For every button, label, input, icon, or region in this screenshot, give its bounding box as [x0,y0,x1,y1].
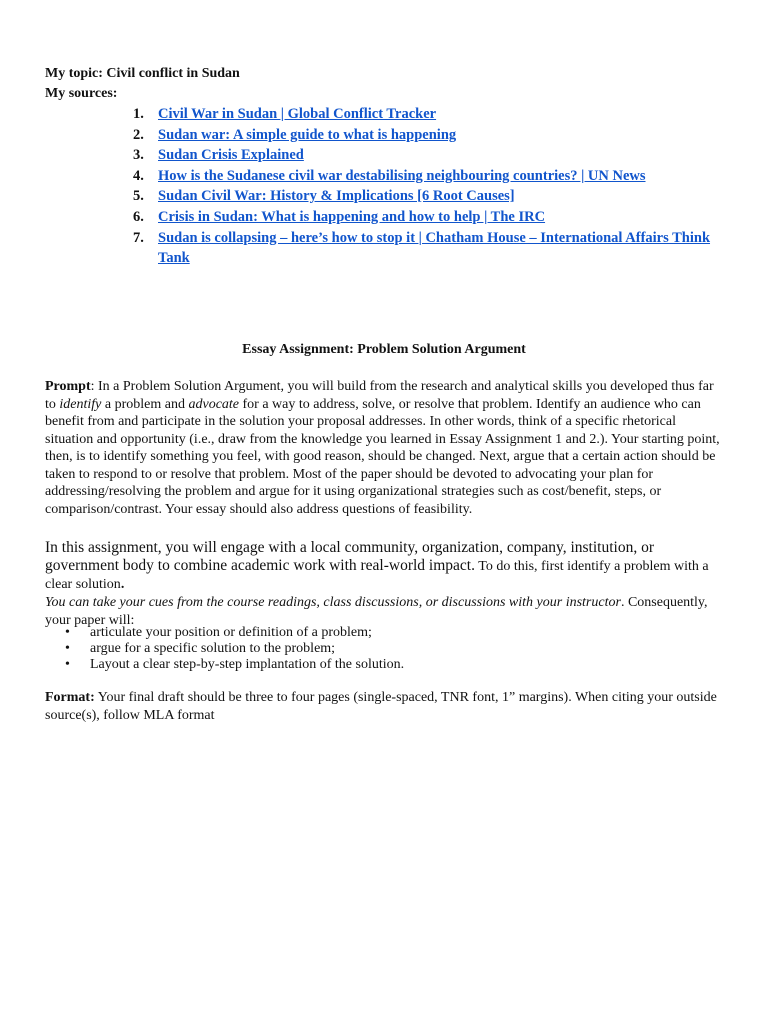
bullet-icon: • [65,657,70,672]
assignment-heading: Essay Assignment: Problem Solution Argument [242,342,526,357]
format-paragraph [45,689,723,724]
bullet-text: Layout a clear step-by-step implantation of the solution. [90,657,405,672]
list-item [45,625,723,641]
source-item [45,228,725,269]
source-link[interactable]: Sudan Crisis Explained [158,147,304,164]
source-item [45,186,725,207]
source-item [45,104,725,125]
engagement-text: In this assignment, you will engage with a local community, organization, company, institution, or government body to combine academic work with real-world impact. [45,539,654,574]
engagement-paragraph [45,539,723,629]
prompt-paragraph [45,378,723,518]
source-link[interactable]: Sudan is collapsing – here’s how to stop it | Chatham House – International Affairs Think Tank [158,229,711,267]
prompt-italic-advocate: advocate [188,396,240,412]
source-number: 6. [133,208,144,225]
prompt-italic-identify: identify [59,396,102,412]
cues-text: . Consequently, your paper will: [45,595,708,628]
list-item [45,657,723,673]
source-link[interactable]: Civil War in Sudan | Global Conflict Tracker [158,106,437,122]
source-link[interactable]: Sudan Civil War: History & Implications [6 Root Causes] [158,188,515,205]
prompt-text-3: for a way to address, solve, or resolve that problem. Identify an audience who can benefit from and participate in the solution your proposal addresses. In other words, think of a specific rhetorical situation and opportunity (i.e., draw from the knowledge you learned in Essay Assignment 1 and 2.). Your starting point, then, is to identify something you feel, with good reason, should be changed. Next, argue that a certain action should be taken to respond to or resolve that problem. Most of the paper should be devoted to advocating your plan for addressing/resolving the problem and argue for it using organizational strategies such as cost/benefit, steps, or comparison/contrast. Your essay should also address questions of feasibility. [45,396,720,517]
source-link[interactable]: How is the Sudanese civil war destabilising neighbouring countries? | UN News [158,167,646,184]
format-label: Format: [45,690,95,705]
format-text: Your final draft should be three to four pages (single-spaced, TNR font, 1” margins). When citing your outside source(s), follow MLA format [45,690,717,723]
document-page [45,64,725,723]
sources-list [45,104,725,269]
engagement-period: . [120,577,125,592]
source-number: 1. [133,106,144,122]
source-item [45,166,725,187]
source-number: 3. [133,147,144,164]
sources-label: My sources: [45,86,118,101]
source-number: 5. [133,188,144,205]
source-item [45,145,725,166]
source-number: 4. [133,167,144,184]
source-number: 7. [133,229,144,246]
engagement-followup: To do this, first identify a problem with a clear solution [45,559,709,592]
source-number: 2. [133,126,144,143]
list-item [45,641,723,657]
bullet-icon: • [65,625,70,640]
source-link[interactable]: Sudan war: A simple guide to what is happening [158,126,457,143]
requirements-list [45,625,723,673]
source-link[interactable]: Crisis in Sudan: What is happening and how to help | The IRC [158,208,546,225]
prompt-text-1: : In a Problem Solution Argument, you will build from the research and analytical skills you developed thus far to [45,379,714,412]
bullet-text: articulate your position or definition of a problem; [90,625,372,640]
topic-line: My topic: Civil conflict in Sudan [45,66,240,81]
source-item [45,207,725,228]
cues-italic: You can take your cues from the course readings, class discussions, or discussions with your instructor [45,595,621,610]
bullet-icon: • [65,641,70,656]
source-item [45,125,725,146]
prompt-text-2: a problem and [101,396,189,412]
prompt-label: Prompt [45,379,91,394]
bullet-text: argue for a specific solution to the problem; [90,641,336,656]
